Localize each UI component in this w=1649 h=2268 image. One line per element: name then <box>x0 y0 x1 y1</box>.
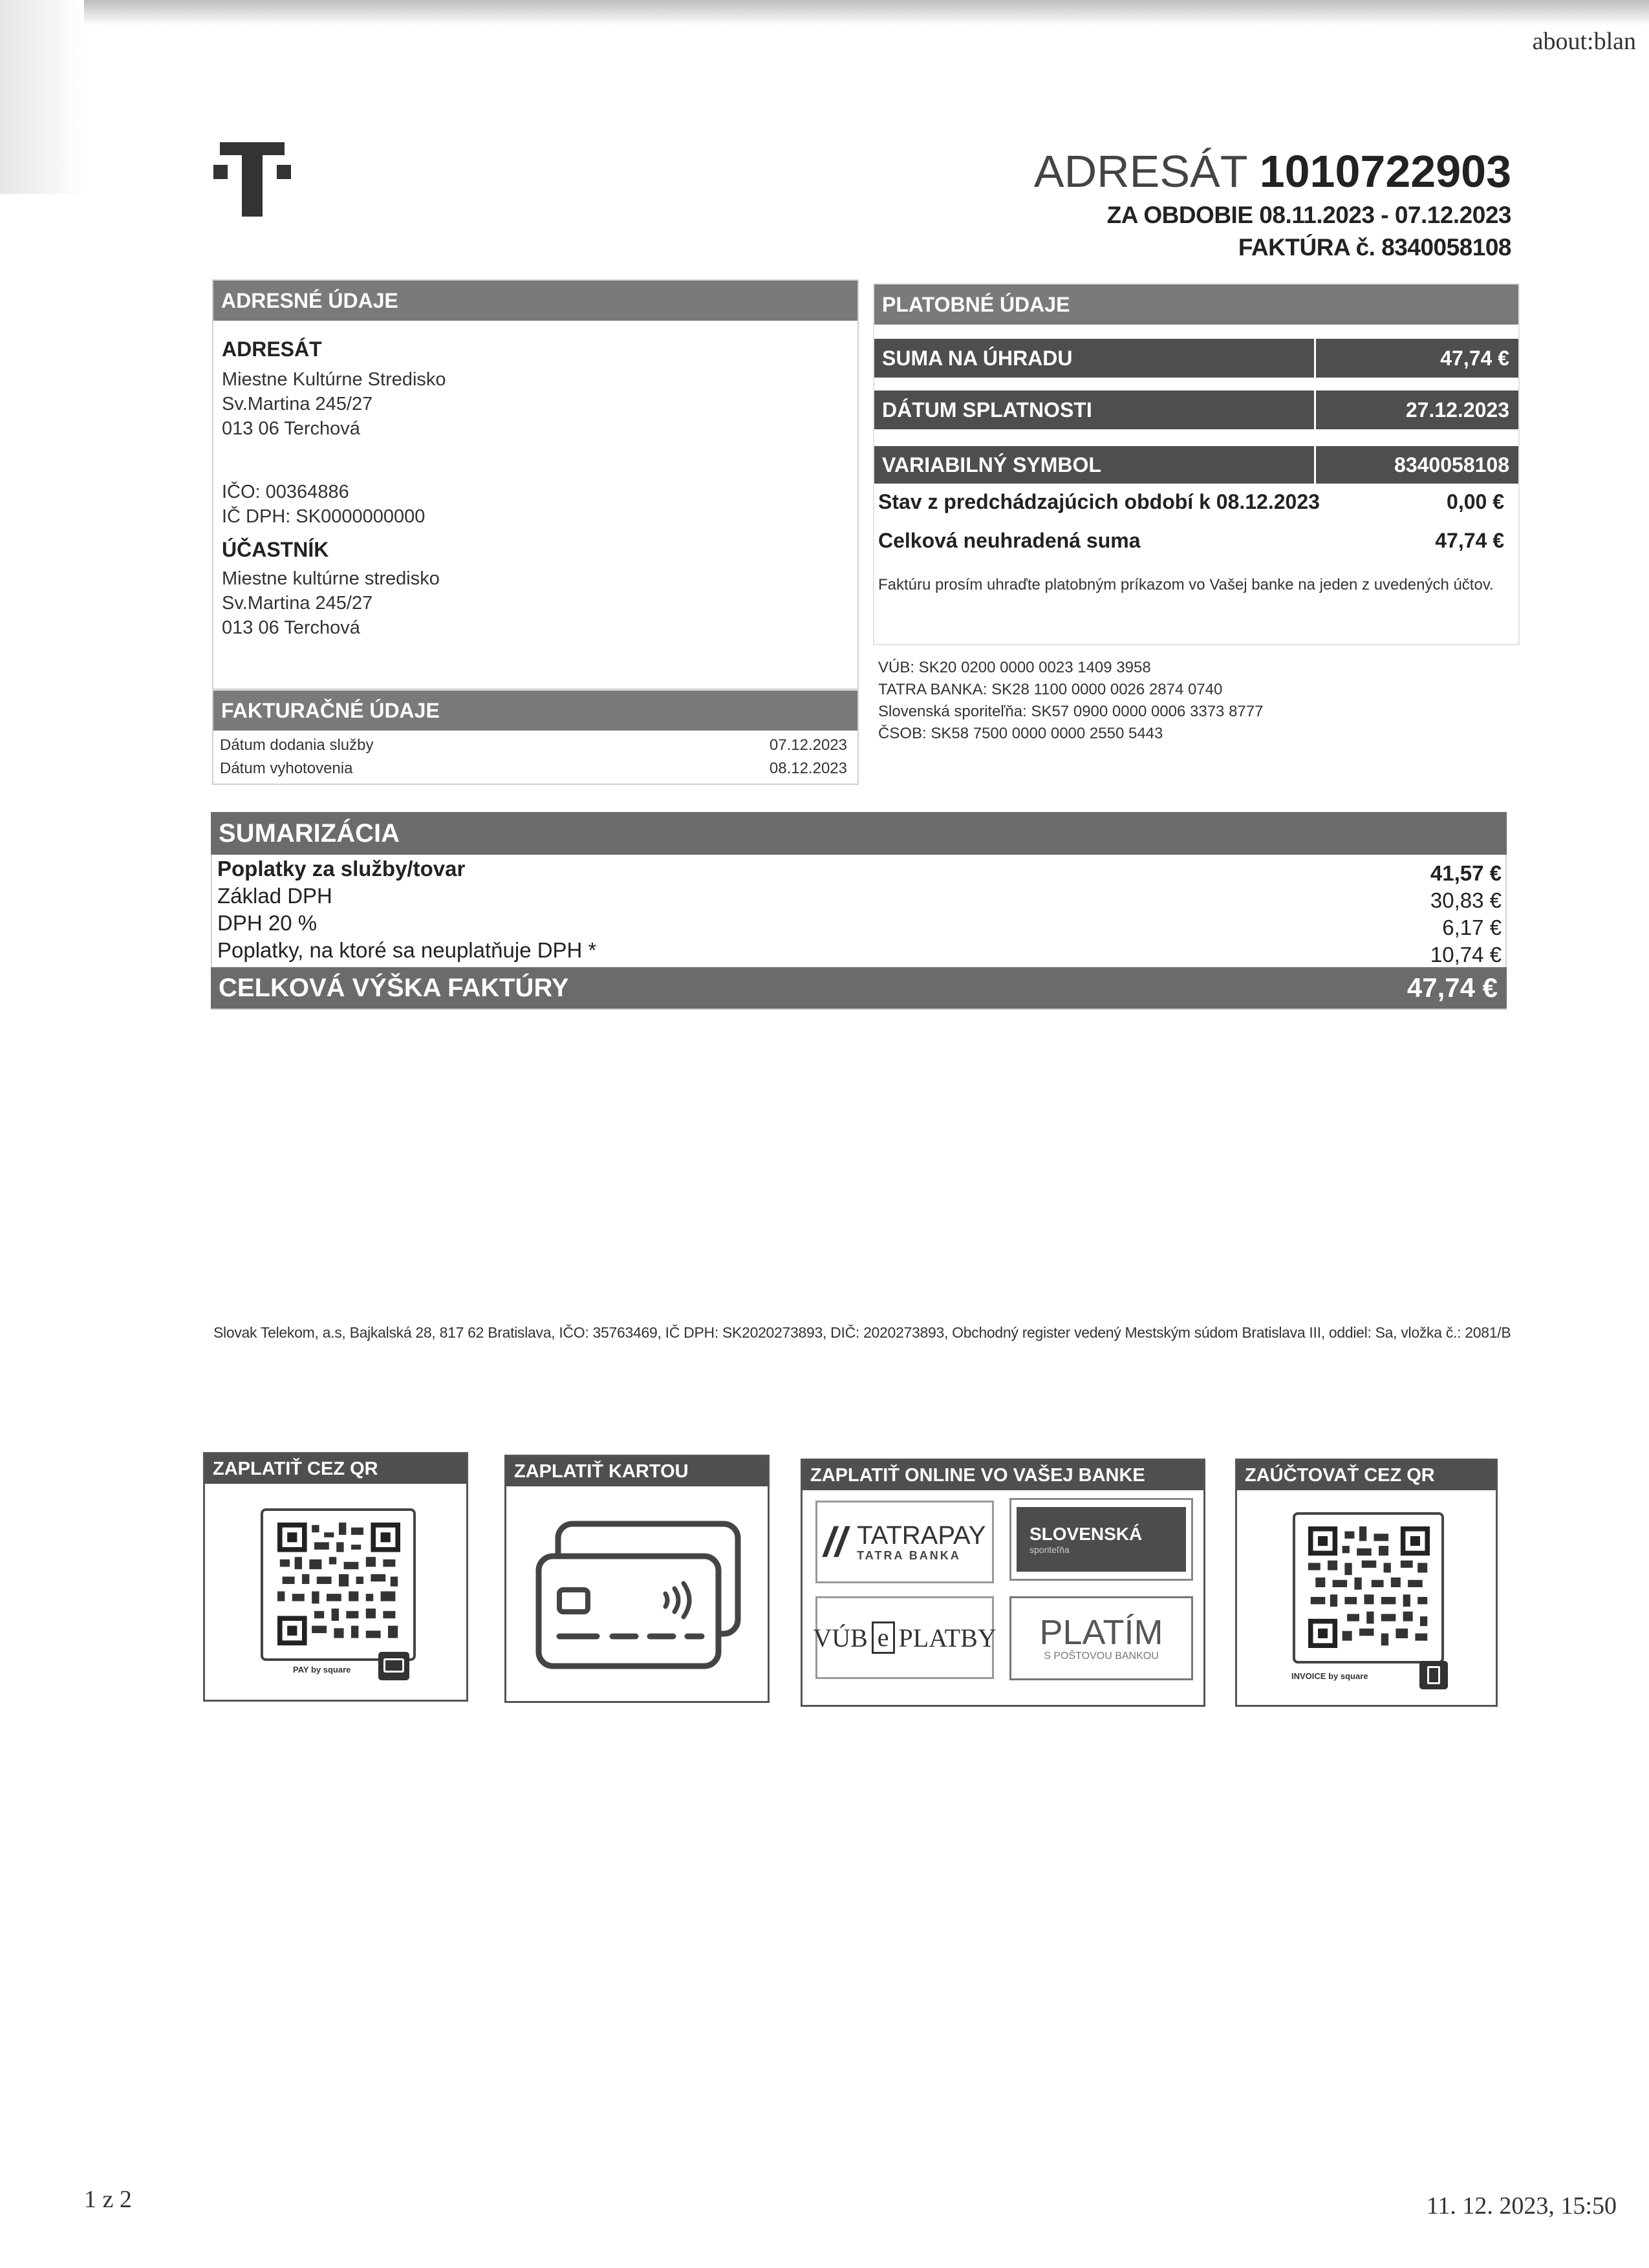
variable-symbol-label: VARIABILNÝ SYMBOL <box>882 453 1101 476</box>
slsp-sublabel: sporiteľňa <box>1029 1545 1070 1555</box>
company-info: Slovak Telekom, a.s, Bajkalská 28, 817 62 Bratislava, IČO: 35763469, IČ DPH: SK2020273893, DIČ: 2020273893, Obchodný register vedený Mestským súdom Bratislava III, oddiel: Sa, vložka č.: 2081/B <box>213 1324 1511 1341</box>
tatrapay-sublabel: TATRA BANKA <box>857 1549 961 1563</box>
pay-card-heading: ZAPLATIŤ KARTOU <box>506 1457 768 1486</box>
invoice-qr-heading: ZAÚČTOVAŤ CEZ QR <box>1237 1460 1496 1490</box>
bank-account: TATRA BANKA: SK28 1100 0000 0026 2874 0740 <box>878 681 1223 698</box>
tatrapay-button[interactable] <box>815 1501 994 1583</box>
amount-due-value: 47,74 € <box>1314 339 1518 378</box>
slsp-button[interactable] <box>1009 1498 1193 1581</box>
card-small-icon <box>378 1652 409 1680</box>
previous-balance-label: Stav z predchádzajúcich období k 08.12.2023 <box>878 490 1320 513</box>
qr-code-icon <box>1308 1526 1430 1648</box>
bank-account: ČSOB: SK58 7500 0000 0000 2550 5443 <box>878 725 1163 742</box>
print-url: about:blan <box>1532 28 1636 55</box>
payment-note: Faktúru prosím uhraďte platobným príkazom vo Vašej banke na jeden z uvedených účtov. <box>878 576 1494 594</box>
summary-row <box>217 934 1502 967</box>
page-title <box>1034 145 1511 197</box>
title-number: 1010722903 <box>1259 146 1511 197</box>
invoice-qr-frame <box>1293 1512 1444 1664</box>
billing-row-label: Dátum vyhotovenia <box>220 760 353 777</box>
due-date-row <box>874 390 1518 429</box>
summary-row-label: Základ DPH <box>217 884 332 908</box>
unpaid-total-value: 47,74 € <box>1435 529 1504 552</box>
scan-edge <box>0 0 1649 26</box>
variable-symbol-row <box>874 446 1518 484</box>
participant-label: ÚČASTNÍK <box>222 538 329 561</box>
due-date-value: 27.12.2023 <box>1314 390 1518 429</box>
recipient-line: Sv.Martina 245/27 <box>222 394 373 414</box>
summary-heading: SUMARIZÁCIA <box>211 812 1507 855</box>
address-heading: ADRESNÉ ÚDAJE <box>213 281 857 321</box>
page-number: 1 z 2 <box>84 2186 132 2213</box>
participant-line: Miestne kultúrne stredisko <box>222 568 440 589</box>
billing-row-label: Dátum dodania služby <box>220 736 374 754</box>
document-icon <box>1419 1661 1448 1689</box>
summary-row-value: 10,74 € <box>1430 943 1502 967</box>
invoice-total-value: 47,74 € <box>1406 972 1498 1003</box>
pay-card-box[interactable] <box>504 1455 770 1703</box>
participant-line: Sv.Martina 245/27 <box>222 593 373 614</box>
amount-due-row <box>874 339 1518 378</box>
platim-button[interactable] <box>1009 1596 1193 1680</box>
amount-due-label: SUMA NA ÚHRADU <box>882 346 1073 370</box>
slsp-label: SLOVENSKÁ <box>1029 1524 1143 1544</box>
ico: IČO: 00364886 <box>222 482 349 502</box>
variable-symbol-value: 8340058108 <box>1314 446 1518 484</box>
print-timestamp: 11. 12. 2023, 15:50 <box>1426 2192 1617 2220</box>
due-date-label: DÁTUM SPLATNOSTI <box>882 398 1092 422</box>
vub-label: VÚB <box>813 1623 868 1653</box>
telekom-logo <box>213 139 291 220</box>
billing-row-value: 08.12.2023 <box>769 760 847 777</box>
recipient-line: Miestne Kultúrne Stredisko <box>222 369 446 390</box>
pay-by-square-caption: PAY by square <box>293 1665 351 1674</box>
invoice-qr-box[interactable] <box>1235 1459 1498 1707</box>
billing-period: ZA OBDOBIE 08.11.2023 - 07.12.2023 <box>1106 202 1511 228</box>
unpaid-total-label: Celková neuhradená suma <box>878 529 1141 552</box>
vub-e-label: e <box>872 1621 895 1654</box>
scan-shadow <box>0 0 84 194</box>
pay-online-heading: ZAPLATIŤ ONLINE VO VAŠEJ BANKE <box>803 1460 1203 1490</box>
qr-code-icon <box>277 1523 400 1645</box>
ic-dph: IČ DPH: SK0000000000 <box>222 506 426 527</box>
bank-account: Slovenská sporiteľňa: SK57 0900 0000 0006 3373 8777 <box>878 703 1264 720</box>
qr-frame <box>261 1508 416 1661</box>
billing-row-value: 07.12.2023 <box>769 736 847 754</box>
title-prefix: ADRESÁT <box>1033 146 1247 197</box>
invoice-total-row <box>211 967 1507 1009</box>
platim-label: PLATÍM <box>1039 1613 1163 1653</box>
payment-heading: PLATOBNÉ ÚDAJE <box>874 284 1518 325</box>
recipient-label: ADRESÁT <box>222 337 322 361</box>
summary-row-value: 30,83 € <box>1430 888 1502 912</box>
summary-row-label: DPH 20 % <box>217 911 318 935</box>
billing-row <box>220 734 847 756</box>
summary-row-value: 6,17 € <box>1442 915 1502 939</box>
tatrapay-label: TATRAPAY <box>857 1521 986 1550</box>
pay-online-box[interactable] <box>801 1459 1205 1707</box>
summary-row-value: 41,57 € <box>1430 861 1502 885</box>
pay-qr-box[interactable] <box>203 1452 468 1702</box>
tatrapay-logo-icon: // <box>823 1519 847 1565</box>
invoice-number: FAKTÚRA č. 8340058108 <box>1238 234 1511 261</box>
summary-row-label: Poplatky za služby/tovar <box>217 857 466 881</box>
credit-card-icon <box>532 1519 746 1674</box>
invoice-by-square-caption: INVOICE by square <box>1291 1671 1368 1681</box>
unpaid-total-row <box>878 529 1504 553</box>
participant-line: 013 06 Terchová <box>222 617 360 638</box>
billing-heading: FAKTURAČNÉ ÚDAJE <box>213 690 857 731</box>
previous-balance-value: 0,00 € <box>1447 490 1504 513</box>
platim-sublabel: S POŠTOVOU BANKOU <box>1044 1650 1159 1662</box>
pay-qr-heading: ZAPLATIŤ CEZ QR <box>205 1454 466 1484</box>
vub-eplatby-button[interactable] <box>813 1596 997 1679</box>
bank-account: VÚB: SK20 0200 0000 0023 1409 3958 <box>878 659 1151 676</box>
invoice-total-label: CELKOVÁ VÝŠKA FAKTÚRY <box>219 973 569 1002</box>
vub-platby-label: PLATBY <box>898 1623 997 1653</box>
recipient-line: 013 06 Terchová <box>222 418 360 439</box>
billing-row <box>220 758 847 780</box>
summary-row-label: Poplatky, na ktoré sa neuplatňuje DPH * <box>217 938 597 962</box>
previous-balance-row <box>878 490 1504 514</box>
